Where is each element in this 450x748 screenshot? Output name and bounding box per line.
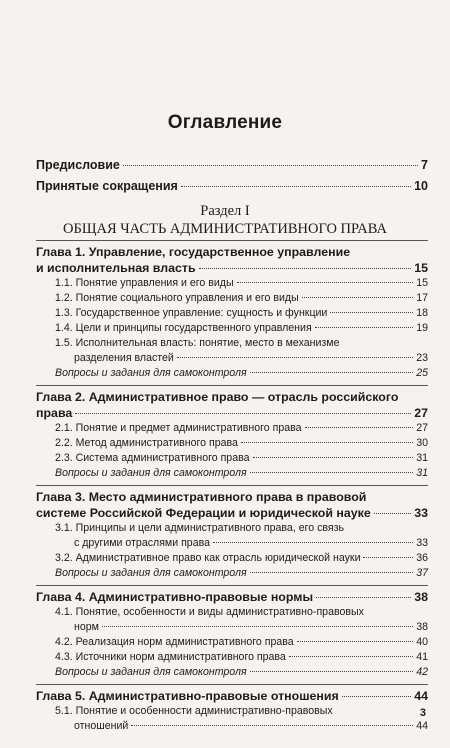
section-title-end-title: 2.2. Метод административного права [55,437,238,449]
front-matter-entry[interactable] [36,179,428,200]
front-matter-entry-page: 10 [414,179,428,193]
chapter-title-end-page: 15 [414,261,428,275]
chapter-heading[interactable] [36,389,428,421]
section-title-end-page: 30 [416,437,428,449]
section-title-end [55,291,428,306]
chapter-title-end-title: и исполнительная власть [36,261,196,275]
dot-leader [250,472,414,473]
chapter-title-end-title: Глава 5. Административно-правовые отношения [36,689,339,703]
front-matter-entry-page: 7 [421,158,428,172]
section-entry[interactable] [36,605,428,635]
dot-leader [316,597,411,598]
section-entry[interactable] [36,436,428,451]
dot-leader [305,427,414,428]
section-title-end [55,536,428,551]
section-title-end [55,436,428,451]
section-title-line: 5.1. Понятие и особенности административно-правовых [55,705,333,717]
questions-title: Вопросы и задания для самоконтроля [55,367,247,379]
toc-title: Оглавление [167,112,283,133]
section-title-end-page: 41 [416,651,428,663]
questions-title: Вопросы и задания для самоконтроля [55,567,247,579]
questions-entry[interactable] [36,466,428,481]
section-title-end-page: 38 [416,621,428,633]
questions [55,466,428,481]
section-title-end-title: 1.2. Понятие социального управления и его виды [55,292,299,304]
dot-leader [297,641,414,642]
questions-page: 25 [416,367,428,379]
dot-leader [250,671,414,672]
questions-page: 37 [416,567,428,579]
section-entry[interactable] [36,421,428,436]
section-title-end [55,321,428,336]
section-title-end-title: 4.3. Источники норм административного права [55,651,286,663]
chapter-title-line: Глава 1. Управление, государственное управление [36,245,351,259]
section-title-end-title: 1.1. Понятие управления и его виды [55,277,234,289]
chapter-title-end-page: 38 [414,590,428,604]
dot-leader [289,656,413,657]
section-title-end-title: норм [74,621,99,633]
chapter-block [36,385,428,481]
section-title-line: 3.1. Принципы и цели административного права, его связь [55,522,344,534]
front-matter-entry[interactable] [36,158,428,179]
section-title-end-page: 18 [416,307,428,319]
front-matter-entry-title: Принятые сокращения [36,179,178,193]
section-entry[interactable] [36,704,428,734]
dot-leader [213,542,413,543]
part-title: ОБЩАЯ ЧАСТЬ АДМИНИСТРАТИВНОГО ПРАВА [63,221,387,237]
dot-leader [302,297,414,298]
section-title-end-title: 1.3. Государственное управление: сущность и функции [55,307,328,319]
section-title-end-page: 33 [416,537,428,549]
section-title-end-page: 36 [416,552,428,564]
dot-leader [199,268,412,269]
chapter-block [36,240,428,381]
dot-leader [131,725,413,726]
part-number: Раздел I [200,203,250,219]
questions [55,665,428,680]
section-entry[interactable] [36,650,428,665]
section-title-end-title: 2.3. Система административного права [55,452,250,464]
chapter-title-end [36,405,428,421]
section-title-end-page: 23 [416,352,428,364]
section-title-end [55,551,428,566]
questions-page: 42 [416,666,428,678]
dot-leader [253,457,414,458]
chapter-title-end [36,260,428,276]
chapter-heading[interactable] [36,688,428,704]
section-title-end-title: отношений [74,720,129,732]
section-entry[interactable] [36,551,428,566]
questions-entry[interactable] [36,665,428,680]
section-title-end-title: 2.1. Понятие и предмет административного права [55,422,302,434]
dot-leader [363,557,413,558]
section-title-end [55,719,428,734]
dot-leader [342,696,411,697]
dot-leader [102,626,413,627]
section-entry[interactable] [36,306,428,321]
dot-leader [177,357,413,358]
section-entry[interactable] [36,336,428,366]
chapter-title-end [36,589,428,605]
dot-leader [250,572,414,573]
section-title-end [55,650,428,665]
section-title-end-page: 44 [416,720,428,732]
section-title-end-page: 17 [416,292,428,304]
questions [55,366,428,381]
chapter-block [36,684,428,734]
chapter-title-end-title: права [36,406,73,420]
chapter-title-end-page: 44 [414,689,428,703]
chapter-title-end-page: 33 [414,506,428,520]
dot-leader [123,165,418,166]
dot-leader [315,327,414,328]
section-title-line: 4.1. Понятие, особенности и виды административно-правовых [55,606,364,618]
section-title-end [55,620,428,635]
chapter-title-line: Глава 2. Административное право — отрасль российского [36,390,399,404]
questions [55,566,428,581]
part-heading [0,202,450,238]
section-title-line: 1.5. Исполнительная власть: понятие, место в механизме [55,337,340,349]
section-title-end-page: 40 [416,636,428,648]
chapter-title-end [36,505,428,521]
section-title-end [55,451,428,466]
section-title-end-title: с другими отраслями права [74,537,210,549]
section-entry[interactable] [36,321,428,336]
front-matter-list [36,158,428,200]
questions-page: 31 [416,467,428,479]
section-title-end [55,635,428,650]
section-title-end [55,276,428,291]
dot-leader [237,282,414,283]
questions-entry[interactable] [36,566,428,581]
section-entry[interactable] [36,635,428,650]
section-title-end-title: 4.2. Реализация норм административного права [55,636,294,648]
chapter-title-end [36,688,428,704]
section-title-end-title: 1.4. Цели и принципы государственного управления [55,322,312,334]
dot-leader [75,413,411,414]
chapter-block [36,485,428,581]
section-title-end-title: 3.2. Административное право как отрасль юридической науки [55,552,361,564]
chapter-title-line: Глава 3. Место административного права в правовой [36,490,367,504]
chapter-list [36,240,428,738]
chapter-title-end-title: системе Российской Федерации и юридической науке [36,506,371,520]
page-number: 3 [419,707,426,719]
chapter-heading[interactable] [36,244,428,276]
chapter-heading[interactable] [36,489,428,521]
questions-title: Вопросы и задания для самоконтроля [55,467,247,479]
section-entry[interactable] [36,291,428,306]
section-title-end [55,421,428,436]
dot-leader [250,372,414,373]
section-title-end [55,306,428,321]
questions-entry[interactable] [36,366,428,381]
questions-title: Вопросы и задания для самоконтроля [55,666,247,678]
chapter-block [36,585,428,680]
dot-leader [181,186,411,187]
section-entry[interactable] [36,521,428,551]
chapter-title-end-page: 27 [414,406,428,420]
section-title-end-page: 27 [416,422,428,434]
front-matter-entry-title: Предисловие [36,158,120,172]
section-title-end-page: 19 [416,322,428,334]
section-title-end-page: 15 [416,277,428,289]
chapter-heading[interactable] [36,589,428,605]
dot-leader [241,442,413,443]
section-title-end-page: 31 [416,452,428,464]
section-entry[interactable] [36,276,428,291]
section-title-end-title: разделения властей [74,352,174,364]
dot-leader [330,312,413,313]
chapter-title-end-title: Глава 4. Административно-правовые нормы [36,590,314,604]
section-title-end [55,351,428,366]
section-entry[interactable] [36,451,428,466]
dot-leader [374,513,411,514]
